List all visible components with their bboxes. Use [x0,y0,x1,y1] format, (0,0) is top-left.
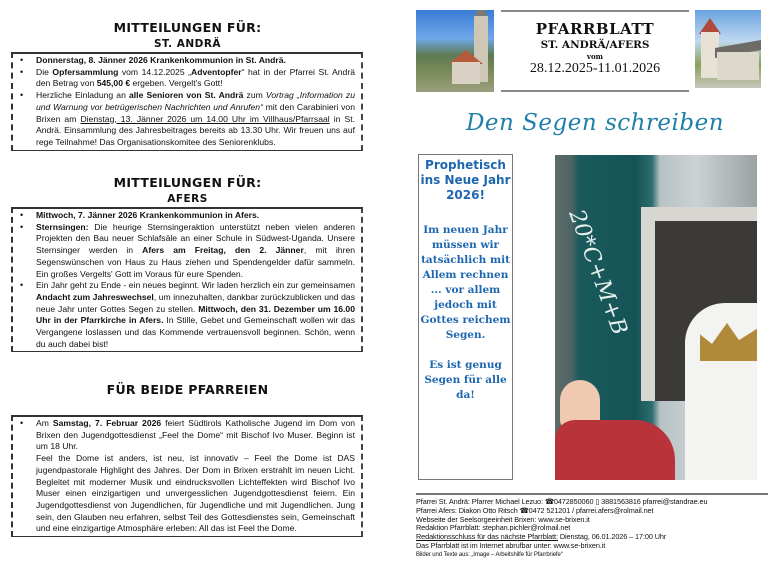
contact-st-andrae: Pfarrei St. Andrä: Pfarrer Michael Lezuo: ☎0472850060 ▯ 3881563816 pfarrei@standrae.eu [416,497,708,506]
church-nave-shape [717,52,759,80]
contact-afers: Pfarrei Afers: Diakon Otto Ritsch ☎0472 521201 / pfarrei.afers@rolmail.net [416,505,654,515]
text-bold: Afers am Freitag, den 2. Jänner [142,245,304,256]
section-title-st-andrae: MITTEILUNGEN FÜR: [113,20,262,35]
masthead [501,10,689,92]
sleeve-shape [555,420,675,480]
website-line: Webseite der Seelsorgeeinheit Brixen: www.se-brixen.it [416,514,590,524]
deadline-value: Dienstag, 06.01.2026 – 17:00 Uhr [557,532,667,542]
list-item [13,90,355,149]
text-bold: 545,00 € [96,78,131,89]
announcements-box-st-andrae [11,52,363,151]
text-span: , um innezuhalten, dankbar zurückzublicken und das neue Jahr unter Gottes Segen zu stellen. [36,291,355,314]
text-bold: Opfersammlung [52,66,119,77]
section-title-afers: MITTEILUNGEN FÜR: [113,175,262,190]
text-span: In Stille, Gebet und Gemeinschaft wollen wir das Vergangene loslassen und das Kommende vertrauensvoll beginnen. Schön, wenn du auch dabei bist! [36,315,355,349]
masthead-date-range: 28.12.2025-11.01.2026 [529,61,661,76]
sidebar-paragraph-1: Im neuen Jahr müssen wir tatsächlich mit Allem rechnen ... vor allem jedoch mit Gottes reichem Segen. [420,224,511,341]
text-span: Die heurige Sternsingeraktion unterstützt neben vielen anderen Projekten den Bau neuer Schlafsäle an einer Schule in Südwest-Uganda. Unsere Sternsinger werden in [36,221,355,256]
list-item [13,280,355,350]
sternsinger-door-photo [555,155,757,480]
text-span: Am [36,418,53,428]
text-span: in St. Andrä. Einsammlung des Jahresbeitrages bereits ab 13.30 Uhr. Wir freuen uns auf rege Teilnahme! Das Organisationskomitee des Seniorenklubs. [36,113,355,147]
item-text: Donnerstag, 8. Jänner 2026 Krankenkommunion in St. Andrä. [36,55,286,65]
list-item [13,210,355,222]
masthead-title: PFARRBLATT [535,20,655,38]
text-span: “ hat in der Pfarrei St. Andrä den Betrag von [36,66,355,89]
section-subtitle-st-andrae: ST. ANDRÄ [153,38,222,50]
section-subtitle-afers: AFERS [167,193,208,205]
list-item [13,67,355,90]
masthead-vom: vom [586,52,604,61]
text-underline: Dienstag, 13. Jänner 2026 um 14.00 Uhr im Villhaus/Pfarrsaal [80,113,330,124]
chalk-inscription: 20*C+M+B [563,206,632,339]
announcements-box-afers [11,207,363,352]
text-span: mit den Carabinieri von Brixen am [36,101,355,124]
announcements-box-both-parishes [11,415,363,537]
list-item [13,55,355,67]
item-text: Mittwoch, 7. Jänner 2026 Krankenkommunion in Afers. [36,210,260,220]
section-title-both-parishes: FÜR BEIDE PFARREIEN [106,382,269,397]
text-bold: Mittwoch, den 31. Dezember um 16.00 Uhr in der Pfarrkirche in Afers. [36,303,355,326]
feature-title: Den Segen schreiben [465,110,725,136]
text-span: Ein Jahr geht zu Ende - ein neues beginnt. Wir laden herzlich ein zur gemeinsamen [36,280,355,291]
text-span: Die [36,66,53,77]
sidebar-heading: Prophetisch ins Neue Jahr 2026! [420,158,511,202]
text-span: ergeben. Vergelt's Gott! [130,78,223,89]
text-bold: Andacht zum Jahreswechsel [36,291,154,302]
masthead-subtitle: ST. ANDRÄ/AFERS [540,39,650,51]
church-nave-shape [452,62,480,84]
contact-footer [416,493,768,560]
sidebar-quote-box [418,154,513,480]
child-hood-shape [685,303,757,480]
text-span: Herzliche Einladung an [36,90,130,101]
editor-line: Redaktion Pfarrblatt: stephan.pichler@rolmail.net [416,523,571,533]
text-span: zum [243,90,266,101]
text-span: feiert Südtirols Katholische Jugend im Dom von Brixen den Jugendgottesdienst „Feel the Dome“ mit Bischof Ivo Muser. Beginn ist um 18 Uhr. [36,418,356,452]
text-span: Feel the Dome ist anders, ist neu, ist innovativ – Feel the Dome ist DAS jugendpastorale Highlight des Jahres. Der Dom in Brixen erstrahlt im neuen Licht. Begleitet mit moderner Musik und eindrucksvollen Lichteffekten wird Bischof Ivo Muser einen einzigartigen und unvergesslichen Jugendgottesdienst feiern. Ein Jugendgottesdienst von Jugendlichen, für Jugendliche und mit Jugendlichen. Jung sein, den Glauben neu erfahren, selbst Teil des Gottesdienstes sein, Gemeinschaft und eine einzigartige Atmosphäre erleben: All das ist Feel the Dome. [36,453,355,534]
text-italic: Vortrag „Information zu und Warnung vor betrügerischen Nachrichten und Anrufen“ [36,90,355,112]
deadline-label: Redaktionsschluss für das nächste Pfarrblatt: [416,532,558,542]
online-line: Das Pfarrblatt ist im Internet abrufbar unter: www.se-brixen.it [416,540,606,550]
list-item [13,418,355,535]
credits-line: Bilder und Texte aus: „Image – Arbeitshilfe für Pfarrbriefe“ [416,551,563,558]
text-bold: alle Senioren von St. Andrä [129,90,244,101]
text-span: vom 14.12.2025 „ [118,66,192,77]
right-column [410,0,780,585]
church-photo-st-andrae [416,10,494,92]
text-span: , mit ihren Segenswünschen von Haus zu Haus ziehen und Spendengelder dafür sammeln. Ein großes Vergelts' Gott im Voraus für eure Spenden. [36,245,355,279]
list-item [13,222,355,281]
church-photo-afers [695,10,761,88]
text-bold: Samstag, 7. Februar 2026 [52,418,162,428]
text-bold: Sternsingen: [36,221,89,232]
text-bold: Adventopfer [191,66,242,77]
sidebar-paragraph-2: Es ist genug Segen für alle da! [424,359,507,401]
